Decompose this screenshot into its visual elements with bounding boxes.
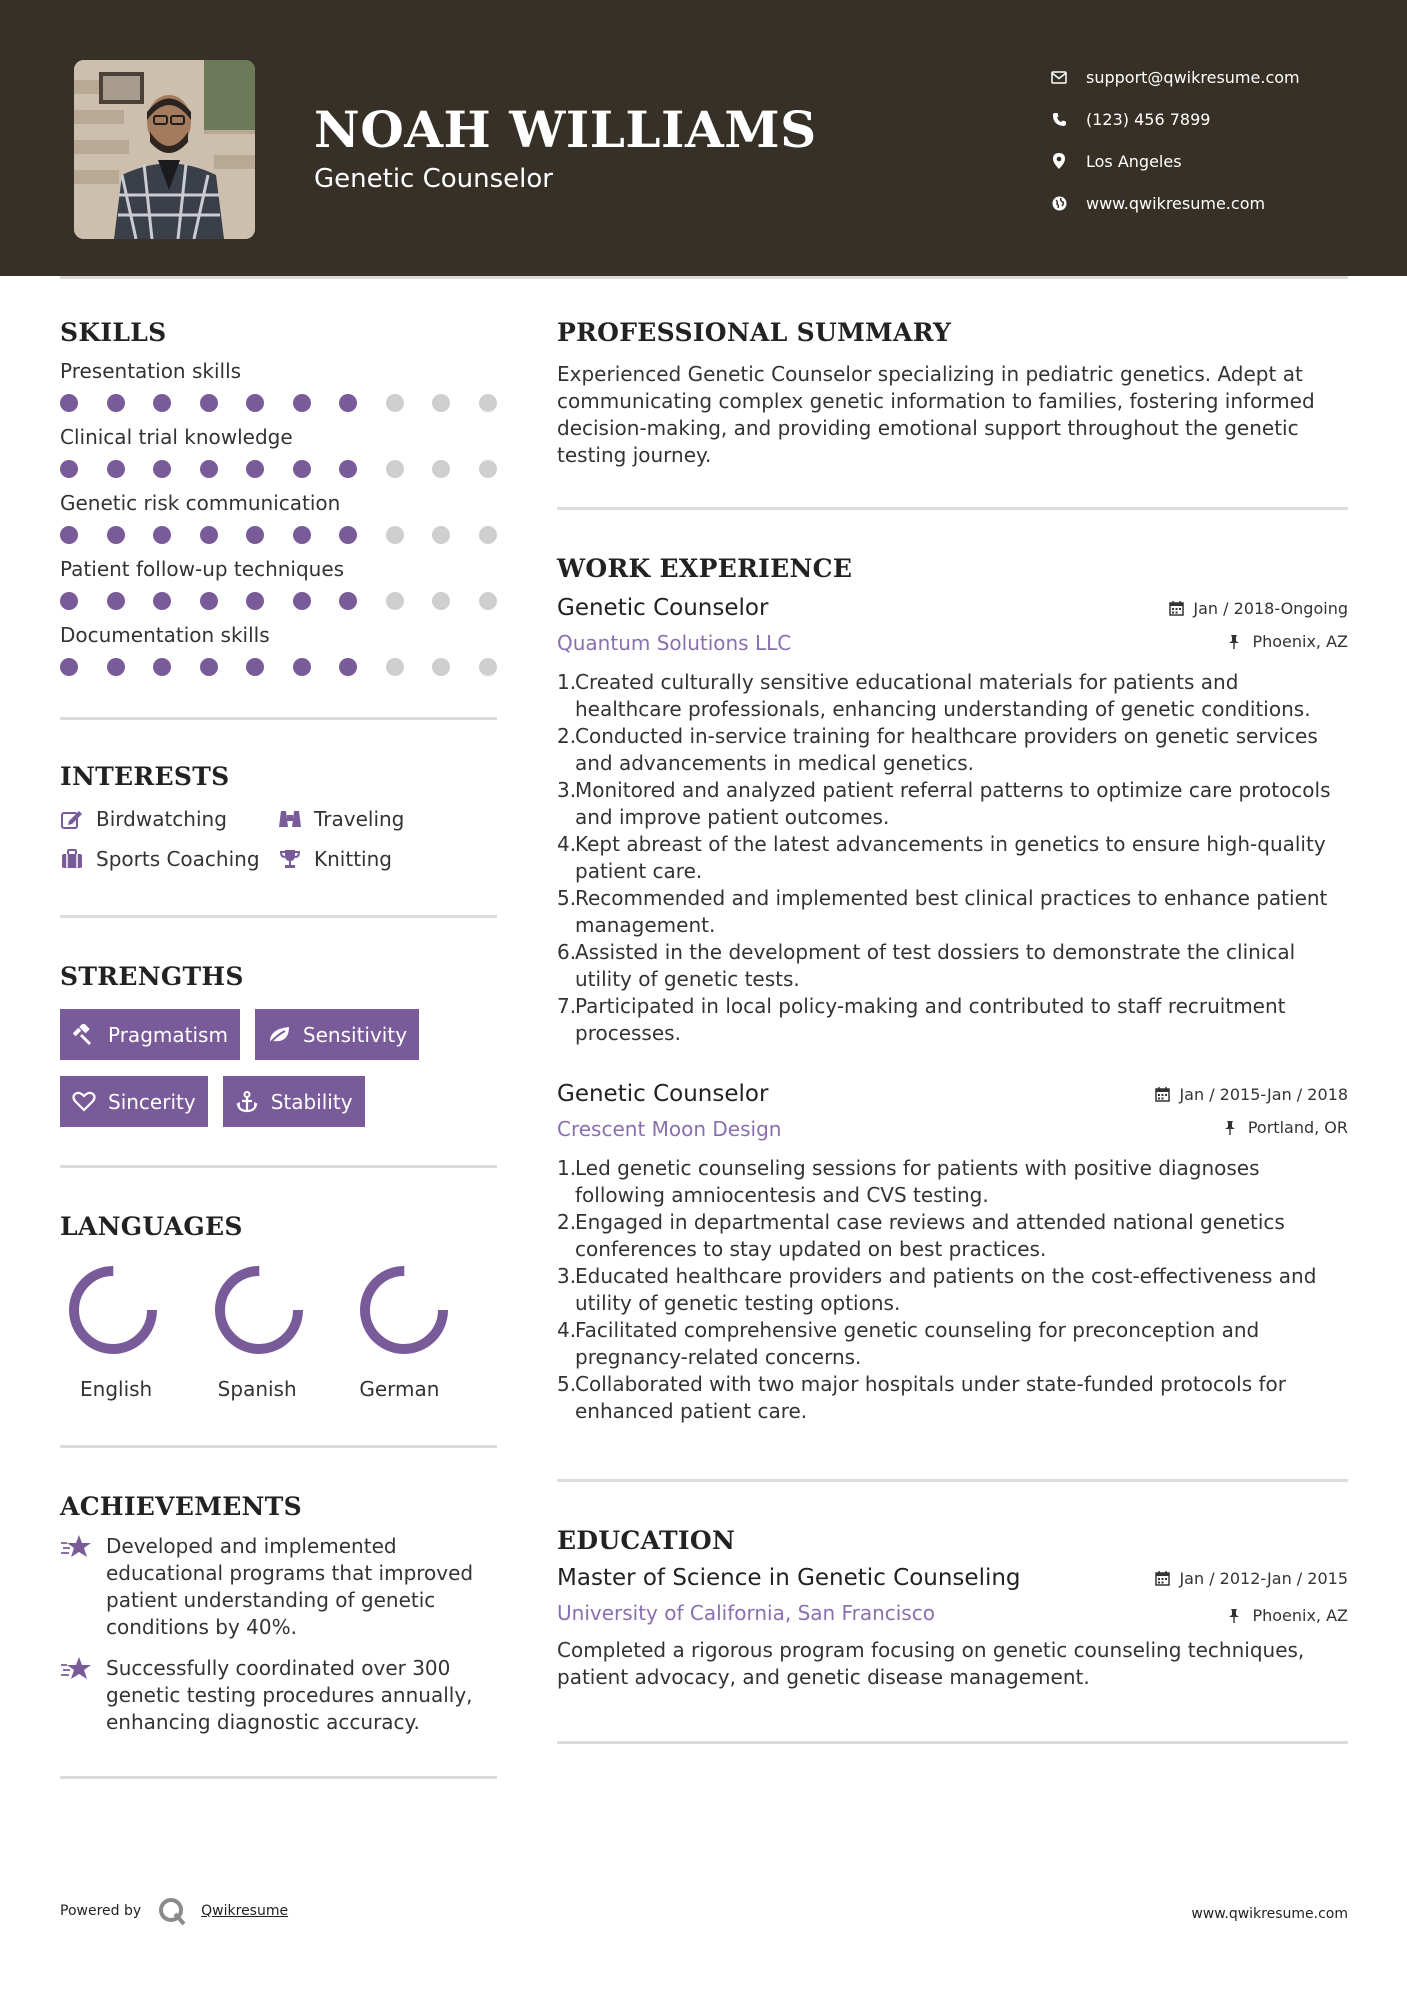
job-entry xyxy=(557,595,1348,1047)
trophy-icon xyxy=(278,847,302,871)
bullet-number: 2. xyxy=(557,1210,577,1234)
job-bullets xyxy=(557,669,1348,1047)
rating-dot-filled xyxy=(153,658,171,676)
globe-icon xyxy=(1050,194,1068,212)
rating-dot-filled xyxy=(293,592,311,610)
achievement-text: Successfully coordinated over 300 genetic testing procedures annually, enhancing diagnostic accuracy. xyxy=(106,1656,473,1734)
rating-dot-filled xyxy=(60,526,78,544)
bullet-text: Facilitated comprehensive genetic counseling for preconception and pregnancy-related concerns. xyxy=(575,1318,1260,1369)
job-date-text: Jan / 2015-Jan / 2018 xyxy=(1179,1085,1348,1104)
job-company: Quantum Solutions LLC xyxy=(557,631,792,655)
rating-dot-filled xyxy=(60,394,78,412)
strength-chip xyxy=(223,1076,365,1127)
gavel-icon xyxy=(72,1023,96,1047)
rating-dot-filled xyxy=(246,592,264,610)
rating-dot-empty xyxy=(432,394,450,412)
skill-name: Documentation skills xyxy=(60,623,270,647)
rating-dot-filled xyxy=(293,658,311,676)
rating-dot-filled xyxy=(293,526,311,544)
heart-icon xyxy=(72,1090,96,1114)
rating-dot-filled xyxy=(339,460,357,478)
qwikresume-link[interactable]: Qwikresume xyxy=(201,1903,289,1919)
languages-title: LANGUAGES xyxy=(60,1212,243,1241)
section-divider xyxy=(557,1741,1348,1744)
rating-dot-filled xyxy=(60,460,78,478)
rating-dot-filled xyxy=(153,394,171,412)
language-name: Spanish xyxy=(217,1377,297,1401)
bullet-text: Collaborated with two major hospitals under state-funded protocols for enhanced patient care. xyxy=(575,1372,1287,1423)
job-bullet xyxy=(557,777,1348,831)
candidate-name: NOAH WILLIAMS xyxy=(314,100,817,159)
education-title: EDUCATION xyxy=(557,1526,736,1555)
contact-location xyxy=(1050,140,1380,182)
bullet-text: Participated in local policy-making and contributed to staff recruitment processes. xyxy=(575,994,1286,1045)
bullet-number: 3. xyxy=(557,1264,577,1288)
interest-label: Traveling xyxy=(314,807,405,831)
footer-powered-by xyxy=(60,1896,288,1926)
section-divider xyxy=(60,915,497,918)
job-bullet xyxy=(557,669,1348,723)
rating-dot-filled xyxy=(153,526,171,544)
calendar-icon xyxy=(1169,601,1185,617)
achievement-item xyxy=(60,1533,497,1641)
education-degree: Master of Science in Genetic Counseling xyxy=(557,1565,1021,1591)
language-name: German xyxy=(359,1377,440,1401)
calendar-icon xyxy=(1155,1087,1171,1103)
rating-dot-filled xyxy=(107,460,125,478)
strength-label: Pragmatism xyxy=(108,1022,228,1047)
left-column xyxy=(60,318,497,1779)
bullet-text: Educated healthcare providers and patients on the cost-effectiveness and utility of genetic testing options. xyxy=(575,1264,1317,1315)
rating-dot-empty xyxy=(386,526,404,544)
pushpin-icon xyxy=(1224,1120,1240,1136)
contact-email-text: support@qwikresume.com xyxy=(1086,67,1300,87)
education-school: University of California, San Francisco xyxy=(557,1601,935,1625)
rating-dot-filled xyxy=(293,394,311,412)
rating-dot-filled xyxy=(339,592,357,610)
rating-dot-filled xyxy=(107,394,125,412)
rating-dot-filled xyxy=(246,394,264,412)
achievement-text: Developed and implemented educational programs that improved patient understanding of genetic conditions by 40%. xyxy=(106,1534,474,1639)
rating-dot-filled xyxy=(200,526,218,544)
profile-photo xyxy=(74,60,255,239)
section-divider xyxy=(557,507,1348,510)
rating-dot-filled xyxy=(246,460,264,478)
language-name: English xyxy=(80,1377,153,1401)
rating-dot-filled xyxy=(339,526,357,544)
rating-dot-empty xyxy=(432,592,450,610)
briefcase-icon xyxy=(60,847,84,871)
contact-location-text: Los Angeles xyxy=(1086,151,1182,171)
summary-title: PROFESSIONAL SUMMARY xyxy=(557,318,952,347)
pushpin-icon xyxy=(1228,1608,1244,1624)
job-location-text: Portland, OR xyxy=(1247,1118,1348,1137)
interest-item xyxy=(278,807,497,831)
rating-dot-filled xyxy=(339,658,357,676)
skills-section xyxy=(60,318,497,677)
summary-text: Experienced Genetic Counselor specializing in pediatric genetics. Adept at communicating complex genetic information to families, fostering informed decision-making, and providing emotional support throughout the genetic testing journey. xyxy=(557,362,1315,467)
language-level-arc xyxy=(365,1271,443,1349)
experience-title: WORK EXPERIENCE xyxy=(557,554,853,583)
job-bullet xyxy=(557,1209,1348,1263)
strength-chip xyxy=(60,1076,208,1127)
bullet-number: 4. xyxy=(557,832,577,856)
skill-rating xyxy=(60,393,497,413)
job-bullet xyxy=(557,1317,1348,1371)
skill-rating xyxy=(60,591,497,611)
job-title: Genetic Counselor xyxy=(557,595,769,621)
education-description: Completed a rigorous program focusing on genetic counseling techniques, patient advocacy, and genetic disease management. xyxy=(557,1638,1305,1689)
education-entry xyxy=(557,1565,1348,1691)
skill-name: Clinical trial knowledge xyxy=(60,425,293,449)
skill-name: Genetic risk communication xyxy=(60,491,341,515)
bullet-number: 3. xyxy=(557,778,577,802)
rating-dot-filled xyxy=(246,658,264,676)
job-bullet xyxy=(557,885,1348,939)
education-date xyxy=(1155,1569,1348,1588)
rating-dot-empty xyxy=(479,658,497,676)
leaf-icon xyxy=(267,1023,291,1047)
rating-dot-filled xyxy=(107,592,125,610)
footer-website[interactable]: www.qwikresume.com xyxy=(1191,1906,1348,1922)
section-divider xyxy=(557,1479,1348,1482)
job-bullet xyxy=(557,1371,1348,1425)
phone-icon xyxy=(1050,110,1068,128)
language-proficiency-ring xyxy=(68,1265,158,1355)
rating-dot-filled xyxy=(60,658,78,676)
section-divider xyxy=(60,1445,497,1448)
interests-section xyxy=(60,762,497,871)
rating-dot-filled xyxy=(293,460,311,478)
bullet-text: Assisted in the development of test dossiers to demonstrate the clinical utility of genetic tests. xyxy=(575,940,1296,991)
interests-list xyxy=(60,807,497,871)
language-item xyxy=(206,1265,352,1401)
skills-list xyxy=(60,359,497,677)
rating-dot-filled xyxy=(200,592,218,610)
binoculars-icon xyxy=(278,807,302,831)
rating-dot-empty xyxy=(386,394,404,412)
contact-email[interactable] xyxy=(1050,56,1380,98)
job-entry xyxy=(557,1081,1348,1425)
rating-dot-filled xyxy=(339,394,357,412)
candidate-title: Genetic Counselor xyxy=(314,164,553,194)
rating-dot-empty xyxy=(432,526,450,544)
skill-rating xyxy=(60,657,497,677)
bullet-number: 6. xyxy=(557,940,577,964)
bullet-number: 5. xyxy=(557,1372,577,1396)
interest-item xyxy=(278,847,497,871)
skill-name: Patient follow-up techniques xyxy=(60,557,345,581)
rating-dot-filled xyxy=(200,658,218,676)
strength-chip xyxy=(60,1009,240,1060)
job-bullet xyxy=(557,1263,1348,1317)
rating-dot-filled xyxy=(153,460,171,478)
resume-header xyxy=(0,0,1407,276)
job-bullets xyxy=(557,1155,1348,1425)
interests-title: INTERESTS xyxy=(60,762,230,791)
bullet-number: 2. xyxy=(557,724,577,748)
rating-dot-empty xyxy=(432,658,450,676)
job-title: Genetic Counselor xyxy=(557,1081,769,1107)
section-divider xyxy=(60,717,497,720)
education-location xyxy=(1228,1606,1348,1625)
rating-dot-filled xyxy=(246,526,264,544)
contact-website[interactable] xyxy=(1050,182,1380,224)
skill-rating xyxy=(60,525,497,545)
achievements-section xyxy=(60,1492,497,1736)
bullet-number: 4. xyxy=(557,1318,577,1342)
interest-label: Knitting xyxy=(314,847,392,871)
map-pin-icon xyxy=(1050,152,1068,170)
strengths-list xyxy=(60,1009,497,1127)
interest-label: Birdwatching xyxy=(96,807,227,831)
rating-dot-filled xyxy=(200,394,218,412)
rating-dot-empty xyxy=(479,460,497,478)
calendar-icon xyxy=(1155,1571,1171,1587)
header-divider xyxy=(60,276,1348,279)
bullet-number: 1. xyxy=(557,1156,577,1180)
rating-dot-filled xyxy=(200,460,218,478)
language-proficiency-ring xyxy=(359,1265,449,1355)
pushpin-icon xyxy=(1228,634,1244,650)
job-bullet xyxy=(557,1155,1348,1209)
bullet-text: Monitored and analyzed patient referral patterns to optimize care protocols and improve patient outcomes. xyxy=(575,778,1331,829)
bullet-number: 5. xyxy=(557,886,577,910)
interest-item xyxy=(60,807,278,831)
skill-name: Presentation skills xyxy=(60,359,242,383)
language-item xyxy=(60,1265,206,1401)
job-location xyxy=(1228,632,1348,651)
star-award-icon xyxy=(60,1533,92,1561)
contact-list xyxy=(1050,56,1380,224)
bullet-number: 1. xyxy=(557,670,577,694)
language-level-arc xyxy=(220,1271,298,1349)
star-award-icon xyxy=(60,1655,92,1683)
strengths-section xyxy=(60,962,497,1127)
rating-dot-empty xyxy=(479,526,497,544)
skills-title: SKILLS xyxy=(60,318,167,347)
rating-dot-filled xyxy=(60,592,78,610)
bullet-number: 7. xyxy=(557,994,577,1018)
achievement-item xyxy=(60,1655,497,1736)
bullet-text: Created culturally sensitive educational materials for patients and healthcare professionals, enhancing understanding of genetic conditions. xyxy=(575,670,1311,721)
skill-rating xyxy=(60,459,497,479)
right-column xyxy=(557,318,1348,1744)
jobs-list xyxy=(557,595,1348,1425)
bullet-text: Engaged in departmental case reviews and attended national genetics conferences to stay updated on best practices. xyxy=(575,1210,1285,1261)
strength-label: Sincerity xyxy=(108,1089,196,1114)
rating-dot-empty xyxy=(479,394,497,412)
experience-section xyxy=(557,554,1348,1425)
rating-dot-filled xyxy=(107,526,125,544)
qwikresume-logo-icon xyxy=(157,1896,187,1926)
pencil-square-icon xyxy=(60,807,84,831)
language-level-arc xyxy=(74,1271,152,1349)
job-date xyxy=(1155,1085,1348,1104)
strength-label: Sensitivity xyxy=(302,1022,408,1047)
job-bullet xyxy=(557,939,1348,993)
strength-chip xyxy=(255,1009,419,1060)
rating-dot-filled xyxy=(153,592,171,610)
languages-list xyxy=(60,1265,497,1401)
strengths-title: STRENGTHS xyxy=(60,962,244,991)
anchor-icon xyxy=(235,1090,259,1114)
contact-phone[interactable] xyxy=(1050,98,1380,140)
contact-phone-text: (123) 456 7899 xyxy=(1086,109,1211,129)
rating-dot-empty xyxy=(386,460,404,478)
job-bullet xyxy=(557,993,1348,1047)
contact-website-text: www.qwikresume.com xyxy=(1086,193,1266,213)
education-date-text: Jan / 2012-Jan / 2015 xyxy=(1179,1569,1348,1588)
job-bullet xyxy=(557,723,1348,777)
strength-label: Stability xyxy=(270,1089,353,1114)
job-location xyxy=(1224,1118,1348,1137)
rating-dot-empty xyxy=(386,658,404,676)
bullet-text: Conducted in-service training for healthcare providers on genetic services and advancements in medical genetics. xyxy=(575,724,1318,775)
job-company: Crescent Moon Design xyxy=(557,1117,782,1141)
section-divider xyxy=(60,1165,497,1168)
job-date-text: Jan / 2018-Ongoing xyxy=(1193,599,1348,618)
section-divider xyxy=(60,1776,497,1779)
languages-section xyxy=(60,1212,497,1401)
envelope-icon xyxy=(1050,68,1068,86)
rating-dot-empty xyxy=(386,592,404,610)
interest-item xyxy=(60,847,278,871)
language-item xyxy=(351,1265,497,1401)
rating-dot-empty xyxy=(479,592,497,610)
job-location-text: Phoenix, AZ xyxy=(1252,632,1348,651)
rating-dot-filled xyxy=(107,658,125,676)
education-section xyxy=(557,1526,1348,1691)
job-bullet xyxy=(557,831,1348,885)
job-date xyxy=(1169,599,1348,618)
powered-by-label: Powered by xyxy=(60,1903,142,1919)
education-location-text: Phoenix, AZ xyxy=(1252,1606,1348,1625)
interest-label: Sports Coaching xyxy=(96,847,260,871)
bullet-text: Led genetic counseling sessions for patients with positive diagnoses following amniocentesis and CVS testing. xyxy=(575,1156,1260,1207)
bullet-text: Recommended and implemented best clinical practices to enhance patient management. xyxy=(575,886,1328,937)
summary-section xyxy=(557,318,1348,469)
rating-dot-empty xyxy=(432,460,450,478)
language-proficiency-ring xyxy=(214,1265,304,1355)
bullet-text: Kept abreast of the latest advancements in genetics to ensure high-quality patient care. xyxy=(575,832,1326,883)
achievements-title: ACHIEVEMENTS xyxy=(60,1492,302,1521)
